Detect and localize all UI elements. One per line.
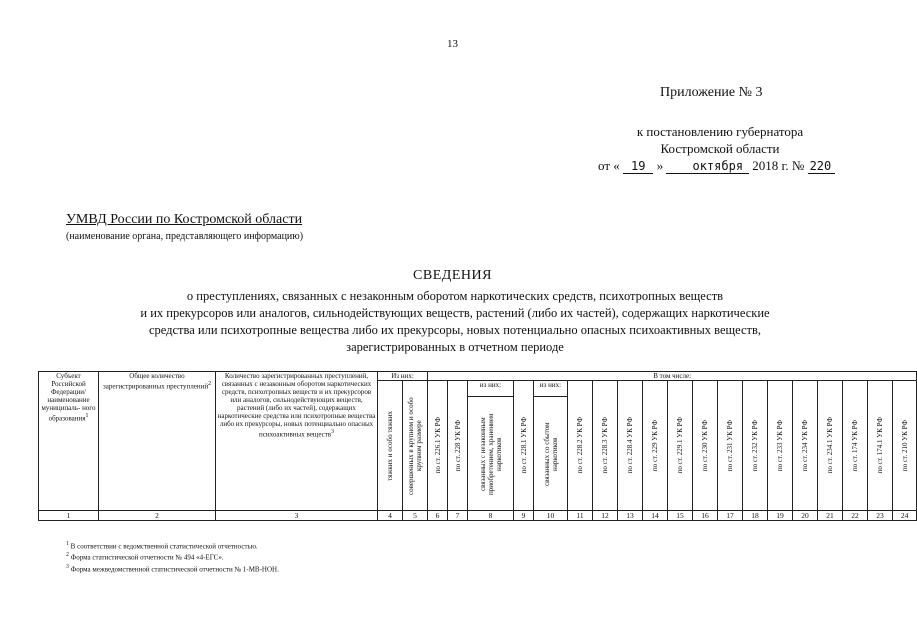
column-number: 10: [534, 511, 568, 521]
page-number: 13: [447, 38, 458, 50]
column-number: 12: [593, 511, 618, 521]
subtitle-line-4: зарегистрированных в отчетном периоде: [346, 340, 564, 354]
column-number: 19: [768, 511, 793, 521]
column-number: 21: [818, 511, 843, 521]
subtitle-line-1: о преступлениях, связанных с незаконным оборотом наркотических средств, психотропных веществ: [186, 289, 724, 303]
document-subtitle: [70, 288, 840, 356]
date-mid: »: [656, 158, 664, 173]
column-number: 7: [448, 511, 468, 521]
header-art-228-4: по ст. 228.4 УК РФ: [618, 381, 643, 511]
document-title: СВЕДЕНИЯ: [413, 268, 492, 283]
header-art-234: по ст. 234 УК РФ: [793, 381, 818, 511]
column-number: 13: [618, 511, 643, 521]
column-number: 1: [39, 511, 99, 521]
column-number: 9: [514, 511, 534, 521]
column-number: 20: [793, 511, 818, 521]
header-grave: тяжких и особо тяжких: [378, 381, 403, 511]
decree-year: 2018 г. №: [752, 158, 805, 173]
footnote-3: $^3$ Форма межведомственной статистической отчетности № 1-МВ-НОН.: [66, 563, 279, 573]
column-number: 4: [378, 511, 403, 521]
date-prefix: от «: [598, 158, 620, 173]
column-number: 11: [568, 511, 593, 521]
column-number: 23: [868, 511, 893, 521]
header-sale: связанных со сбытом наркотиков: [534, 397, 568, 511]
header-subject: Субъект Российской Федерации/ наименование муниципаль- ного образования$^1$: [39, 372, 99, 511]
header-art-231: по ст. 231 УК РФ: [718, 381, 743, 511]
subtitle-line-3: средства или психотропные вещества либо их прекурсоры, новых потенциально опасных психоактивных веществ,: [148, 323, 762, 337]
header-of-them-sub2: из них:: [534, 381, 568, 397]
column-number: 24: [893, 511, 917, 521]
column-number: 15: [668, 511, 693, 521]
footnotes: [66, 540, 279, 574]
column-number: 16: [693, 511, 718, 521]
header-of-them-sub: из них:: [468, 381, 514, 397]
header-art-228-1: по ст. 228.1 УК РФ: [514, 381, 534, 511]
header-art-228-2: по ст. 228.2 УК РФ: [568, 381, 593, 511]
header-art-234-1: по ст. 234.1 УК РФ: [818, 381, 843, 511]
header-including: В том числе:: [428, 372, 917, 381]
header-of-them: Из них:: [378, 372, 428, 381]
header-art-229-1: по ст. 229.1 УК РФ: [668, 381, 693, 511]
subtitle-line-2: и их прекурсоров или аналогов, сильнодействующих веществ, растений (либо их частей), содержащих наркотические: [140, 306, 770, 320]
header-art-233: по ст. 233 УК РФ: [768, 381, 793, 511]
header-art-210: по ст. 210 УК РФ: [893, 381, 917, 511]
header-art-228: по ст. 228 УК РФ: [448, 381, 468, 511]
header-art-229: по ст. 229 УК РФ: [643, 381, 668, 511]
column-number: 5: [403, 511, 428, 521]
decree-month: октября: [666, 159, 749, 174]
organization-caption: (наименование органа, представляющего информацию): [66, 231, 304, 242]
header-total: Общее количество зарегистрированных преступлений$^2$: [99, 372, 216, 511]
header-art-174-1: по ст. 174.1 УК РФ: [868, 381, 893, 511]
appendix-label: Приложение № 3: [660, 85, 763, 100]
header-art-174: по ст. 174 УК РФ: [843, 381, 868, 511]
column-number: 14: [643, 511, 668, 521]
column-number: 17: [718, 511, 743, 521]
decree-line-1: к постановлению губернатора: [636, 124, 804, 139]
column-number: 22: [843, 511, 868, 521]
header-art-226-1: по ст. 226.1 УК РФ: [428, 381, 448, 511]
header-large: совершенных в крупном и особо крупном размере: [403, 381, 428, 511]
column-number: 3: [216, 511, 378, 521]
header-art-228-3: по ст. 228.3 УК РФ: [593, 381, 618, 511]
statistics-table: [38, 371, 917, 521]
decree-day: 19: [623, 159, 653, 174]
column-number: 18: [743, 511, 768, 521]
header-count: Количество зарегистрированных преступлений, связанных с незаконным оборотом наркотических средств, психотропных веществ и их прекурсоров или аналогов, сильнодействующих веществ, растений (либо их частей), содержащих наркотические средства или психотропные вещества либо их прекурсоры, новых потенциально опасных психоактивных веществ$^3$: [216, 372, 378, 511]
column-number-row: [39, 511, 917, 521]
header-art-230: по ст. 230 УК РФ: [693, 381, 718, 511]
footnote-2: $^2$ Форма статистической отчетности № 494 «4-ЕГС».: [66, 552, 224, 562]
column-number: 6: [428, 511, 448, 521]
decree-line-2: Костромской области: [660, 141, 780, 156]
header-art-232: по ст. 232 УК РФ: [743, 381, 768, 511]
column-number: 2: [99, 511, 216, 521]
column-number: 8: [468, 511, 514, 521]
decree-date: [598, 158, 835, 174]
organization-name: УМВД России по Костромской области: [66, 212, 303, 227]
footnote-1: $^1$ В соответствии с ведомственной статистической отчетностью.: [66, 541, 258, 551]
decree-number: 220: [808, 159, 836, 174]
header-illegal-storage: связанных с незаконным приобретением, хранением наркотиков: [468, 397, 514, 511]
